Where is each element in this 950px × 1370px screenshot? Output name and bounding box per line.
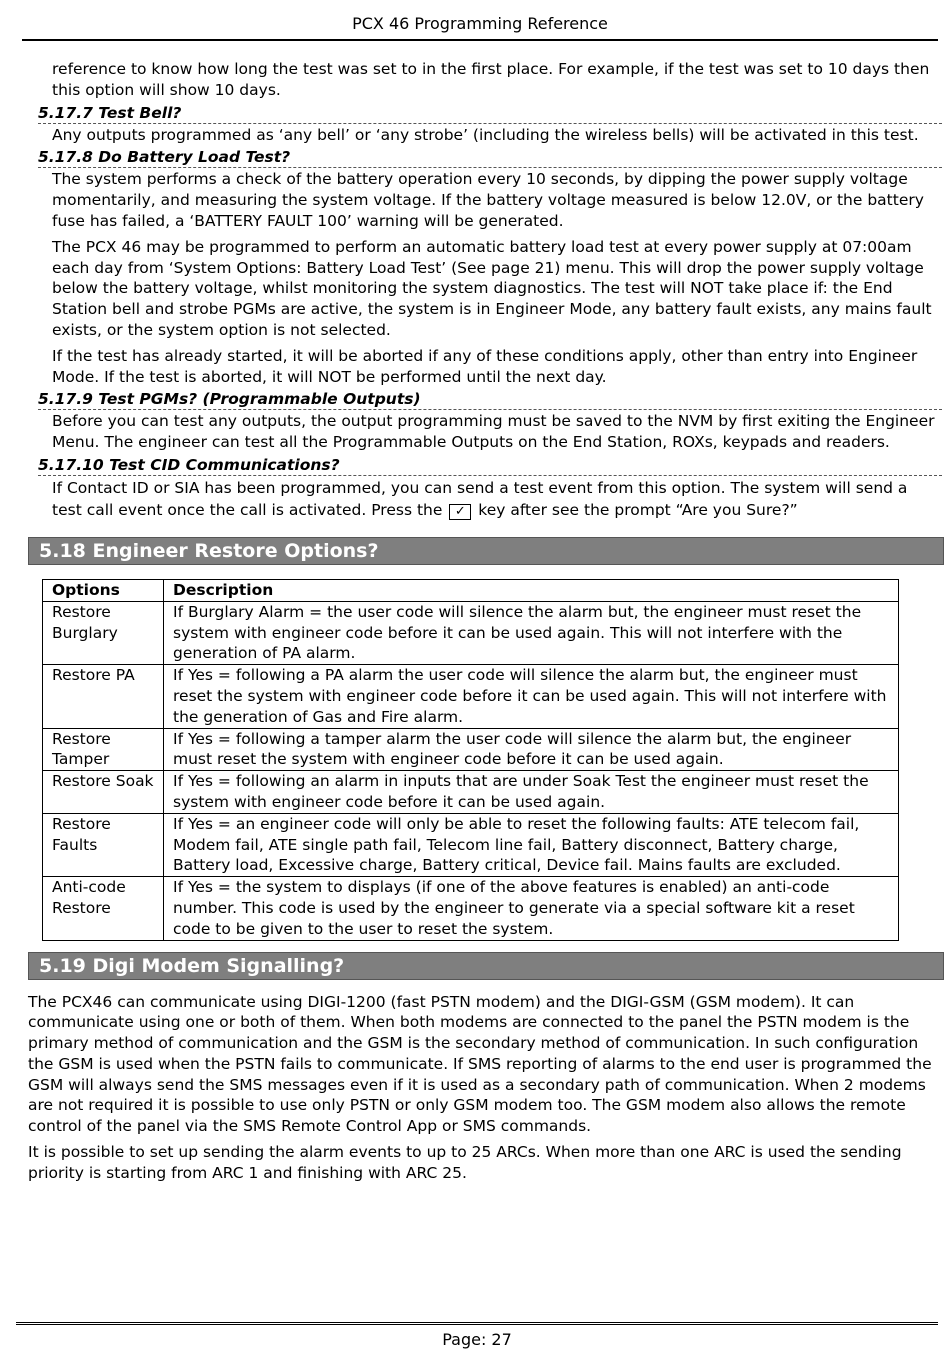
description-cell: If Yes = following an alarm in inputs that are under Soak Test the engineer must reset the system with engineer code before it can be used again. (164, 771, 899, 814)
test-pgms-paragraph: Before you can test any outputs, the output programming must be saved to the NVM by first exiting the Engineer Menu. The engineer can test all the Programmable Outputs on the End Station, ROXs, keypads and readers. (52, 412, 935, 452)
table-header-row (43, 579, 899, 601)
section-heading-digi-modem: 5.19 Digi Modem Signalling? (28, 952, 944, 980)
header-description: Description (164, 579, 899, 601)
table-row (43, 771, 899, 814)
digi-modem-paragraph-1: The PCX46 can communicate using DIGI-1200 (fast PSTN modem) and the DIGI-GSM (GSM modem). It can communicate using one or both of them. When both modems are connected to the panel the PSTN modem is the primary method of communication and the GSM is the secondary method of communication. In such configuration the GSM is used when the PSTN fails to communicate. If SMS reporting of alarms to the end user is programmed the GSM will always send the SMS messages even if it is used as a secondary path of communication. When 2 modems are not required it is possible to use only PSTN or only GSM modem too. The GSM modem also allows the remote control of the panel via the SMS Remote Control App or SMS commands. (28, 992, 932, 1136)
page-header (22, 14, 938, 41)
heading-test-bell: 5.17.7 Test Bell? (38, 103, 942, 124)
test-cid-text-a: If Contact ID or SIA has been programmed, you can send a test event from this option. The system will send a test call event once the call is activated. Press the (52, 478, 908, 519)
option-cell: Restore PA (43, 665, 164, 728)
test-cid-text-b: key after see the prompt “Are you Sure?” (478, 500, 798, 519)
test-cid-paragraph (52, 477, 936, 521)
option-cell: Anti-code Restore (43, 877, 164, 940)
document-title: PCX 46 Programming Reference (352, 14, 608, 33)
option-cell: Restore Soak (43, 771, 164, 814)
header-options: Options (43, 579, 164, 601)
description-cell: If Yes = an engineer code will only be able to reset the following faults: ATE telecom fail, Modem fail, ATE single path fail, Telecom line fail, Battery disconnect, Battery charge, Battery load, Excessive charge, Battery critical, Device fail. Mains faults are excluded. (164, 813, 899, 876)
page-footer (16, 1322, 938, 1349)
description-cell: If Yes = the system to displays (if one of the above features is enabled) an anti-code number. This code is used by the engineer to generate via a special software kit a reset code to be given to the user to reset the system. (164, 877, 899, 940)
test-bell-paragraph: Any outputs programmed as ‘any bell’ or ‘any strobe’ (including the wireless bells) will be activated in this test. (52, 125, 919, 144)
heading-test-cid: 5.17.10 Test CID Communications? (38, 455, 942, 476)
table-row (43, 877, 899, 940)
battery-paragraph-2: The PCX 46 may be programmed to perform an automatic battery load test at every power supply at 07:00am each day from ‘System Options: Battery Load Test’ (See page 21) menu. This will drop the power supply voltage below the battery voltage, whilst monitoring the system diagnostics. The test will NOT take place if: the End Station bell and strobe PGMs are active, the system is in Engineer Mode, any battery fault exists, any mains fault exists, or the system option is not selected. (52, 237, 932, 339)
intro-paragraph: reference to know how long the test was set to in the first place. For example, if the test was set to 10 days then this option will show 10 days. (52, 60, 930, 99)
page-content (0, 59, 950, 1184)
description-cell: If Yes = following a tamper alarm the user code will silence the alarm but, the engineer must reset the system with engineer code before it can be used again. (164, 728, 899, 771)
option-cell: Restore Burglary (43, 601, 164, 664)
page-number: Page: 27 (442, 1330, 512, 1349)
description-cell: If Burglary Alarm = the user code will silence the alarm but, the engineer must reset the system with engineer code before it can be used again. This will not interfere with the generation of PA alarm. (164, 601, 899, 664)
description-cell: If Yes = following a PA alarm the user code will silence the alarm but, the engineer must reset the system with engineer code before it can be used again. This will not interfere with the generation of Gas and Fire alarm. (164, 665, 899, 728)
table-row (43, 728, 899, 771)
table-row (43, 665, 899, 728)
table-row (43, 813, 899, 876)
option-cell: Restore Faults (43, 813, 164, 876)
heading-battery-load-test: 5.17.8 Do Battery Load Test? (38, 147, 942, 168)
table-row (43, 601, 899, 664)
check-key-icon: ✓ (449, 504, 471, 520)
heading-test-pgms: 5.17.9 Test PGMs? (Programmable Outputs) (38, 389, 942, 410)
option-cell: Restore Tamper (43, 728, 164, 771)
section-heading-engineer-restore: 5.18 Engineer Restore Options? (28, 537, 944, 565)
battery-paragraph-3: If the test has already started, it will be aborted if any of these conditions apply, other than entry into Engineer Mode. If the test is aborted, it will NOT be performed until the next day. (52, 346, 918, 386)
restore-options-table (42, 579, 899, 941)
digi-modem-paragraph-2: It is possible to set up sending the alarm events to up to 25 ARCs. When more than one ARC is used the sending priority is starting from ARC 1 and finishing with ARC 25. (28, 1143, 902, 1182)
battery-paragraph-1: The system performs a check of the battery operation every 10 seconds, by dipping the power supply voltage momentarily, and measuring the system voltage. If the battery voltage measured is below 12.0V, or the battery fuse has failed, a ‘BATTERY FAULT 100’ warning will be generated. (52, 170, 924, 230)
